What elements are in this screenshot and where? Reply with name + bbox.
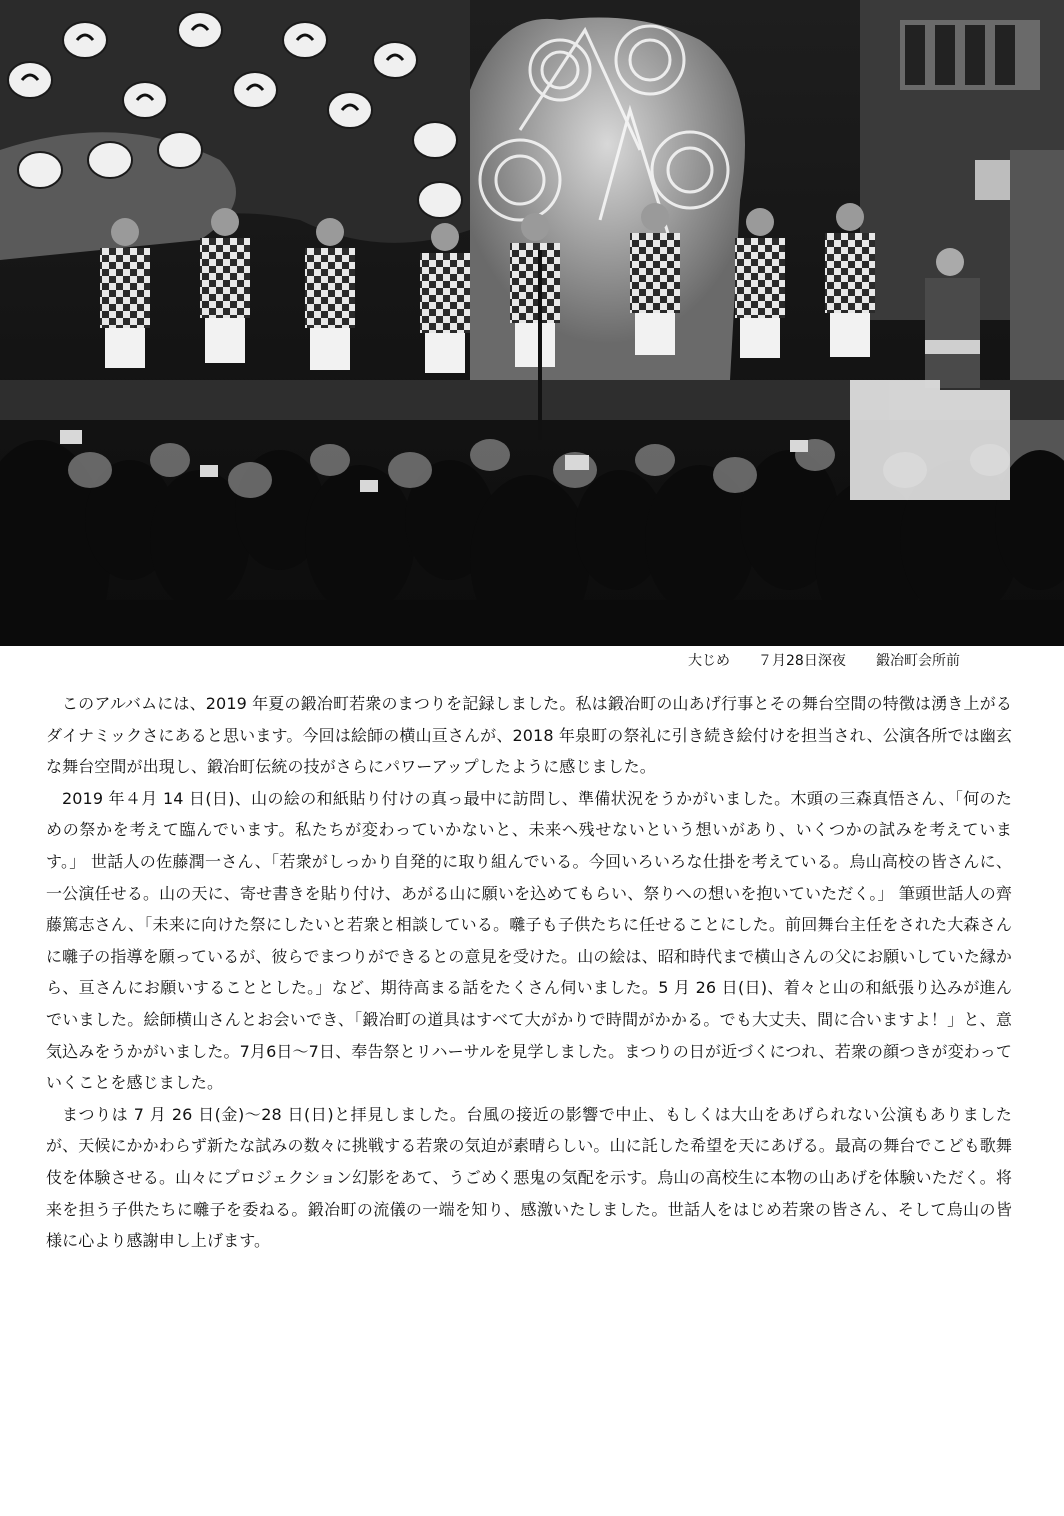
caption-date: ７月28日深夜	[758, 653, 846, 669]
festival-photo-illustration	[0, 0, 1064, 646]
caption-place: 鍛冶町会所前	[876, 653, 960, 669]
painted-mountain-backdrop	[470, 18, 745, 381]
article-paragraph-preparation: 2019 年４月 14 日(日)、山の絵の和紙貼り付けの真っ最中に訪問し、準備状況をうかがいました。木頭の三森真悟さん、「何のための祭かを考えて臨んでいます。私たちが変わっていかないと、未来へ残せないという想いがあり、いくつかの試みを考えています。」 世話人の佐藤潤一さん、「若衆がしっかり自発的に取り組んでいる。今回いろいろな仕掛を考えている。烏山高校の皆さんに、一公演任せる。山の天に、寄せ書きを貼り付け、あがる山に願いを込めてもらい、祭りへの想いを抱いていただく。」 筆頭世話人の齊藤篤志さん、「未来に向けた祭にしたいと若衆と相談している。囃子も子供たちに任せることにした。前回舞台主任をされた大森さんに囃子の指導を願っているが、彼らでまつりができるとの意見を受けた。山の絵は、昭和時代まで横山さんの父にお願いしていた縁から、亘さんにお願いすることとした。」など、期待高まる話をたくさん伺いました。5 月 26 日(日)、着々と山の和紙張り込みが進んでいました。絵師横山さんとお会いでき、「鍛冶町の道具はすべて大がかりで時間がかかる。でも大丈夫、間に合いますよ！」と、意気込みをうかがいました。7月6日～7日、奉告祭とリハーサルを見学しました。まつりの日が近づくにつれ、若衆の顔つきが変わっていくことを感じました。	[46, 788, 1012, 1093]
photo-caption	[0, 648, 1064, 674]
festival-photo	[0, 0, 1064, 646]
article-paragraph-festival: まつりは 7 月 26 日(金)～28 日(日)と拝見しました。台風の接近の影響で中止、もしくは大山をあげられない公演もありましたが、天候にかかわらず新たな試みの数々に挑戦する若衆の気迫が素晴らしい。山に託した希望を天にあげる。最高の舞台でこども歌舞伎を体験させる。山々にプロジェクション幻影をあて、うごめく悪鬼の気配を示す。烏山の高校生に本物の山あげを体験いただく。将来を担う子供たちに囃子を委ねる。鍛冶町の流儀の一端を知り、感激いたしました。世話人をはじめ若衆の皆さん、そして烏山の皆様に心より感謝申し上げます。	[46, 1104, 1013, 1251]
article-body	[46, 688, 1012, 1257]
article-paragraph-intro: このアルバムには、2019 年夏の鍛冶町若衆のまつりを記録しました。私は鍛冶町の山あげ行事とその舞台空間の特徴は湧き上がるダイナミックさにあると思います。今回は絵師の横山亘さんが、2018 年泉町の祭礼に引き続き絵付けを担当され、公演各所では幽玄な舞台空間が出現し、鍛冶町伝統の技がさらにパワーアップしたように感じました。	[46, 694, 1012, 777]
crowd-happi-coats	[850, 380, 1010, 500]
caption-title: 大じめ	[688, 653, 730, 669]
